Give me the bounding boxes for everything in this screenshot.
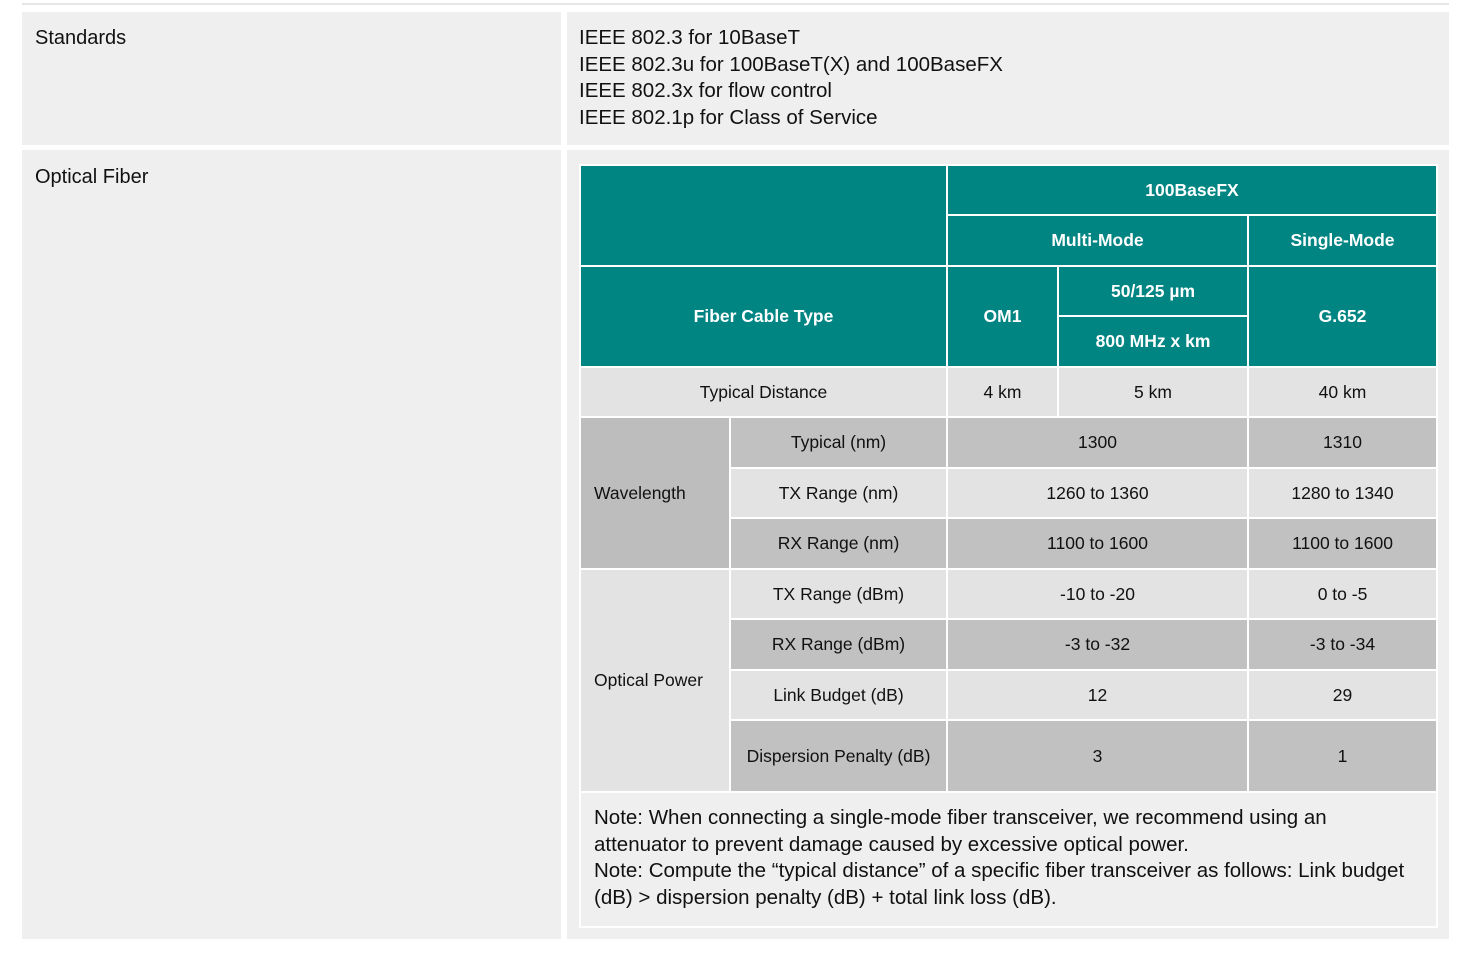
note-line: Note: When connecting a single-mode fiber transceiver, we recommend using an attenuator to prevent damage caused by excessive optical power. — [594, 806, 1327, 856]
optical-power-sm-value: 0 to -5 — [1248, 569, 1437, 619]
optical-power-row-label: RX Range (dBm) — [730, 619, 947, 670]
note-line: Note: Compute the “typical distance” of a specific fiber transceiver as follows: Link budget (dB) > dispersion penalty (dB) + total link loss (dB). — [594, 859, 1405, 909]
typical-distance-label: Typical Distance — [580, 367, 947, 417]
standard-line: IEEE 802.3u for 100BaseT(X) and 100BaseFX — [579, 52, 1003, 76]
typical-distance-om1: 4 km — [947, 367, 1058, 417]
header-100basefx: 100BaseFX — [947, 165, 1437, 215]
optical-power-group-label: Optical Power — [580, 569, 730, 792]
typical-distance-sm: 40 km — [1248, 367, 1437, 417]
header-multi-mode: Multi-Mode — [947, 215, 1248, 266]
wavelength-sm-value: 1310 — [1248, 417, 1437, 468]
optical-fiber-table — [579, 164, 1438, 928]
wavelength-sm-value: 1280 to 1340 — [1248, 468, 1437, 518]
standards-label: Standards — [35, 27, 127, 49]
header-g652: G.652 — [1248, 266, 1437, 367]
standard-line: IEEE 802.3x for flow control — [579, 79, 832, 102]
optical-power-sm-value: 1 — [1248, 720, 1437, 792]
standards-list — [579, 25, 1003, 131]
optical-fiber-label-cell — [22, 150, 561, 939]
standard-line: IEEE 802.1p for Class of Service — [579, 105, 878, 129]
standards-label-cell — [22, 12, 561, 145]
optical-power-row-label: Link Budget (dB) — [730, 670, 947, 720]
optical-power-mm-value: -10 to -20 — [947, 569, 1248, 619]
optical-power-mm-value: 12 — [947, 670, 1248, 720]
wavelength-mm-value: 1260 to 1360 — [947, 468, 1248, 518]
optical-power-sm-value: -3 to -34 — [1248, 619, 1437, 670]
optical-power-sm-value: 29 — [1248, 670, 1437, 720]
wavelength-sm-value: 1100 to 1600 — [1248, 518, 1437, 569]
optical-fiber-label: Optical Fiber — [35, 166, 149, 188]
standard-line: IEEE 802.3 for 10BaseT — [579, 26, 801, 49]
header-blank-cell — [580, 165, 947, 266]
typical-distance-mm50: 5 km — [1058, 367, 1248, 417]
header-fiber-cable-type: Fiber Cable Type — [580, 266, 947, 367]
wavelength-row-label: TX Range (nm) — [730, 468, 947, 518]
header-om1: OM1 — [947, 266, 1058, 367]
wavelength-group-label: Wavelength — [580, 417, 730, 569]
standards-value-cell — [567, 12, 1449, 145]
wavelength-mm-value: 1300 — [947, 417, 1248, 468]
optical-power-row-label: Dispersion Penalty (dB) — [730, 720, 947, 792]
wavelength-mm-value: 1100 to 1600 — [947, 518, 1248, 569]
wavelength-row-label: Typical (nm) — [730, 417, 947, 468]
header-mm-bandwidth: 800 MHz x km — [1058, 316, 1248, 367]
header-single-mode: Single-Mode — [1248, 215, 1437, 266]
top-divider — [22, 3, 1449, 5]
optical-power-mm-value: -3 to -32 — [947, 619, 1248, 670]
header-mm-core: 50/125 µm — [1058, 266, 1248, 316]
wavelength-row-label: RX Range (nm) — [730, 518, 947, 569]
optical-power-row-label: TX Range (dBm) — [730, 569, 947, 619]
optical-power-mm-value: 3 — [947, 720, 1248, 792]
notes-cell — [580, 792, 1437, 927]
